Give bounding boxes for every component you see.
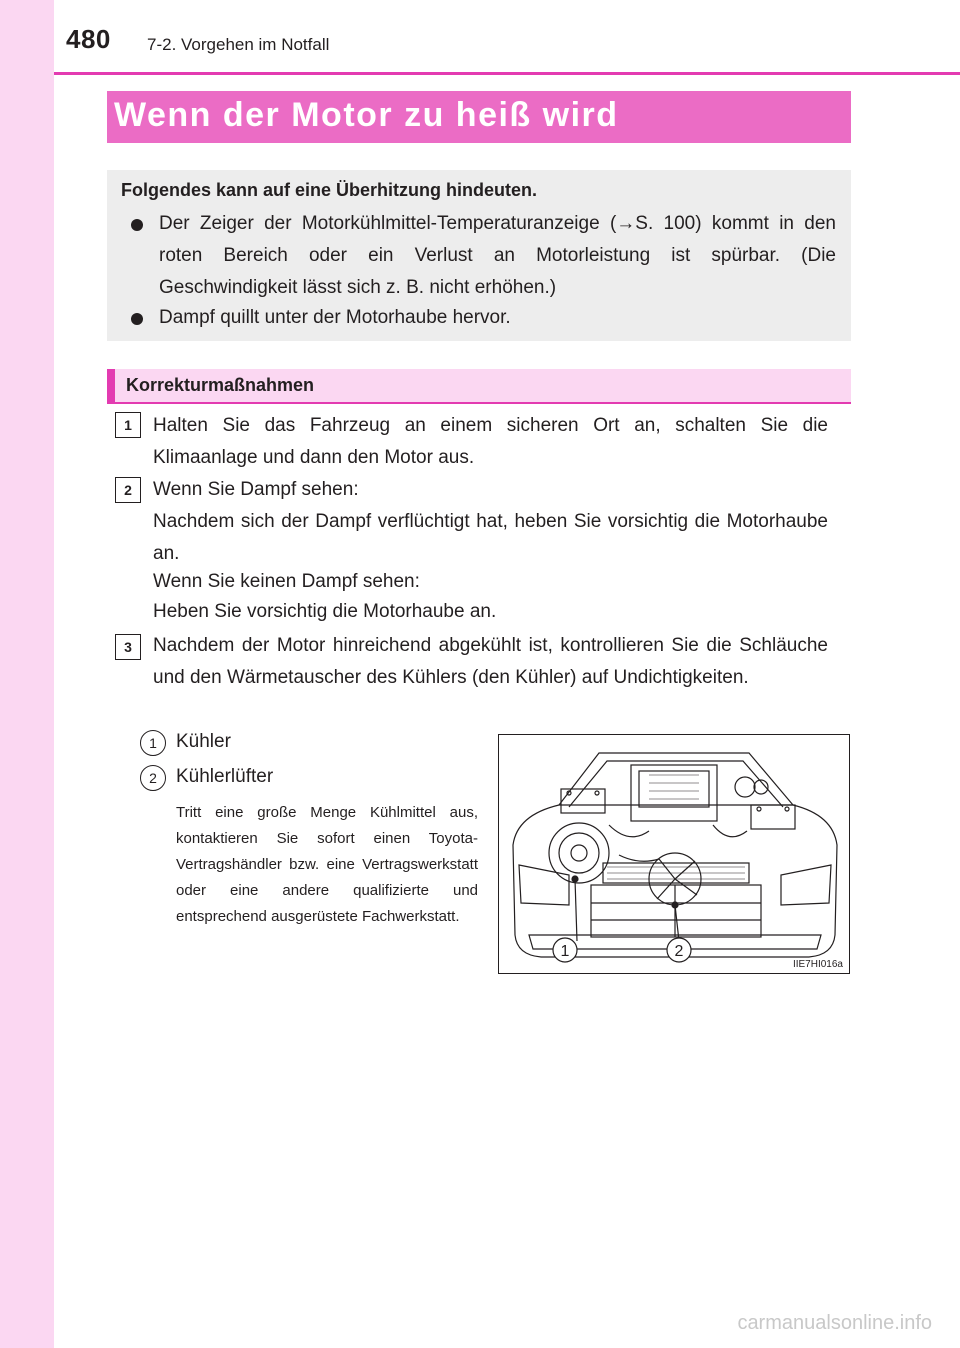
callout-number-2: 2 [140,765,166,791]
coolant-note: Tritt eine große Menge Kühlmittel aus, kontaktieren Sie sofort einen Toyota-Vertragshändler bzw. eine Vertragswerkstatt oder eine andere qualifizierte und entsprechend ausgerüstete Fachwerkstatt. [176,804,478,925]
symptoms-heading: Folgendes kann auf eine Überhitzung hindeuten. [121,180,538,200]
sub-header-accent [107,369,115,402]
watermark: carmanualsonline.info [737,1312,932,1334]
engine-compartment-figure [498,734,850,974]
step-1-text: Halten Sie das Fahrzeug an einem sicheren Ort an, schalten Sie die Klimaanlage und dann den Motor aus. [153,415,828,468]
figure-callout-2-label: 2 [674,943,684,960]
step-number-1: 1 [115,412,141,438]
figure-code: IIE7HI016a [792,959,843,970]
figure-callout-1-label: 1 [560,943,570,960]
corrective-header [107,369,851,404]
bullet-icon [131,313,143,325]
step-number-3: 3 [115,634,141,660]
page-number: 480 [66,24,111,54]
page-sidebar [0,0,54,1348]
callout-label-fan: Kühlerlüfter [176,766,274,787]
symptom-item: Dampf quillt unter der Motorhaube hervor. [131,302,836,334]
callout-label-radiator: Kühler [176,731,231,752]
page-title: Wenn der Motor zu heiß wird [114,96,619,134]
symptom-item: Der Zeiger der Motorkühlmittel-Temperaturanzeige (→S. 100) kommt in den roten Bereich oder ein Verlust an Motorleistung ist spürbar. (Die Geschwindigkeit lässt sich z. B. nicht erhöhen.) [131,208,836,304]
step-2-action-no-steam: Heben Sie vorsichtig die Motorhaube an. [153,601,497,622]
bullet-icon [131,219,143,231]
section-label: 7-2. Vorgehen im Notfall [147,35,330,54]
step-3-text: Nachdem der Motor hinreichend abgekühlt ist, kontrollieren Sie die Schläuche und den Wärmetauscher des Kühlers (den Kühler) auf Undichtigkeiten. [153,635,828,688]
step-2-condition-steam: Wenn Sie Dampf sehen: [153,479,359,500]
callout-number-1: 1 [140,730,166,756]
symptoms-box [107,170,851,341]
step-2-condition-no-steam: Wenn Sie keinen Dampf sehen: [153,571,420,592]
engine-illustration [499,735,850,974]
step-2-action-steam: Nachdem sich der Dampf verflüchtigt hat, heben Sie vorsichtig die Motorhaube an. [153,511,828,564]
corrective-heading: Korrekturmaßnahmen [126,375,315,395]
header-rule [54,72,960,75]
step-number-2: 2 [115,477,141,503]
